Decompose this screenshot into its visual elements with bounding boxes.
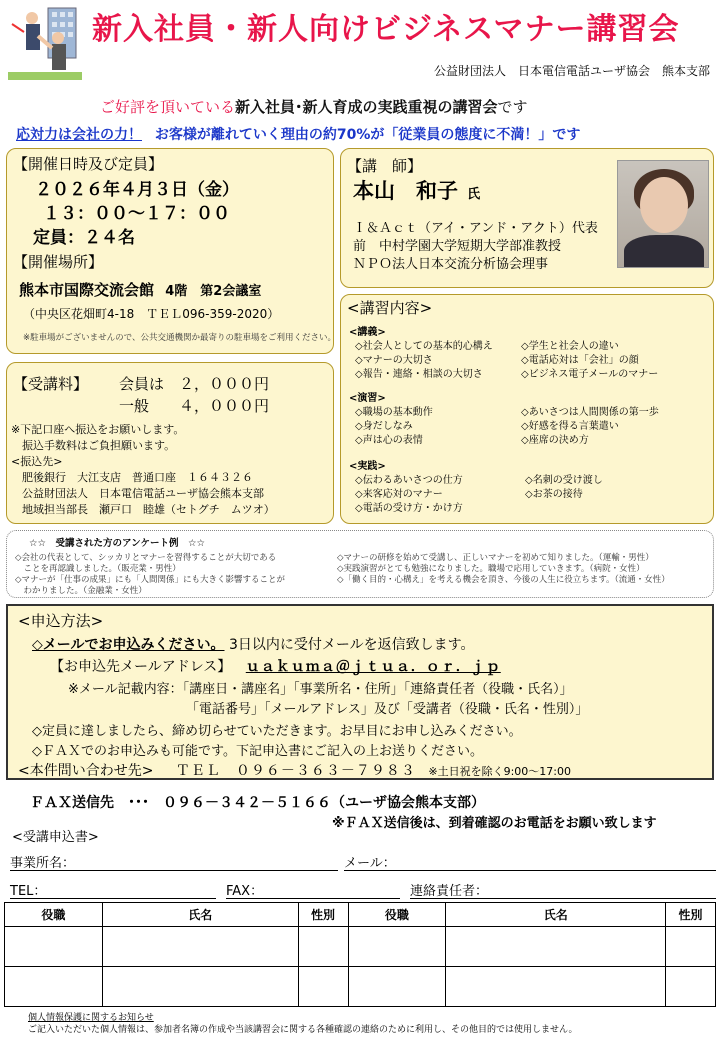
instructor-line-1: Ｉ＆Ａｃｔ（アイ・アンド・アクト）代表	[353, 221, 598, 236]
survey-right-2: ◇実践演習がとても勉強になりました。職場で応用していきます。（病院・女性）	[337, 564, 645, 574]
table-cell[interactable]	[666, 927, 716, 967]
apply-note-2: ◇ＦＡＸでのお申込みも可能です。下記申込書にご記入の上お送りください。	[32, 744, 483, 759]
organization-name: 公益財団法人 日本電信電話ユーザ協会 熊本支部	[433, 64, 710, 78]
venue-heading: 【開催場所】	[13, 253, 104, 271]
drill-left-3: ◇声は心の表情	[355, 435, 423, 446]
inquiry-row	[18, 760, 571, 780]
apply-by-email: ◇メールでお申込みください。	[32, 637, 225, 653]
lecture-right-1: ◇学生と社会人の違い	[521, 341, 619, 352]
table-row	[5, 967, 716, 1007]
slogan	[16, 124, 580, 144]
table-cell[interactable]	[348, 967, 446, 1007]
col-name-2: 氏名	[446, 903, 666, 927]
company-field[interactable]	[10, 870, 338, 871]
lecture-right-2: ◇電話応対は「会社」の顔	[521, 355, 639, 366]
tagline-red-1: ご好評を頂いている	[100, 98, 236, 116]
survey-left-4: わかりました。（金融業・女性）	[15, 586, 147, 596]
drill-left-1: ◇職場の基本動作	[355, 407, 433, 418]
instructor-name: 本山 和子	[353, 179, 458, 203]
lecture-label: <講義>	[349, 327, 386, 338]
table-cell[interactable]	[102, 927, 298, 967]
survey-right-1: ◇マナーの研修を始めて受講し、正しいマナーを初めて知りました。（運輸・男性）	[337, 553, 654, 563]
fee-note-6: 地域担当部長 瀬戸口 睦雄（セトグチ ムツオ）	[11, 503, 275, 516]
tagline-red-2: です	[497, 98, 528, 116]
table-cell[interactable]	[102, 967, 298, 1007]
fax-to: ＦＡＸ送信先 ･･･ ０９６－３４２－５１６６（ユーザ協会熊本支部）	[30, 795, 485, 811]
content-heading: <講習内容>	[347, 299, 433, 317]
drill-left-2: ◇身だしなみ	[355, 421, 413, 432]
content-box	[340, 294, 714, 524]
schedule-heading: 【開催日時及び定員】	[13, 155, 164, 173]
table-cell[interactable]	[446, 967, 666, 1007]
mail-content-2: 「電話番号」「メールアドレス」及び「受講者（役職・氏名・性別）」	[186, 702, 589, 717]
slogan-part-2: お客様が離れていく理由の約70%が「従業員の態度に不満！」です	[154, 127, 581, 143]
fax-label: FAX：	[226, 884, 264, 899]
instructor-line-3: ＮＰＯ法人日本交流分析協会理事	[353, 257, 549, 272]
instructor-photo	[617, 160, 709, 268]
fee-general: 一般 ４，０００円	[119, 397, 270, 415]
lecture-left-1: ◇社会人としての基本的心構え	[355, 341, 493, 352]
drill-right-1: ◇あいさつは人間関係の第一歩	[521, 407, 659, 418]
table-row	[5, 927, 716, 967]
tagline-bold: 新入社員･新人育成の実践重視の講習会	[235, 98, 498, 116]
lecture-right-3: ◇ビジネス電子メールのマナー	[521, 369, 659, 380]
fee-note-3: <振込先>	[11, 455, 63, 468]
inquiry-tel: ＴＥＬ ０９６－３６３－７９８３	[175, 763, 416, 779]
fee-heading: 【受講料】	[13, 375, 89, 393]
schedule-box	[6, 148, 334, 354]
practice-left-3: ◇電話の受け方・かけ方	[355, 503, 463, 514]
table-cell[interactable]	[666, 967, 716, 1007]
company-label: 事業所名：	[10, 856, 76, 871]
fax-field[interactable]	[226, 898, 400, 899]
instructor-name-row	[353, 175, 480, 205]
inquiry-label: <本件問い合わせ先>	[18, 763, 154, 779]
instructor-line-2: 前 中村学園大学短期大学部准教授	[353, 239, 562, 254]
contact-field[interactable]	[410, 898, 716, 899]
lecture-left-3: ◇報告・連絡・相談の大切さ	[355, 369, 483, 380]
apply-note-1: ◇定員に達しましたら、締め切らせていただきます。お早目にお申し込みください。	[32, 724, 522, 739]
apply-reply-note: 3日以内に受付メールを返信致します。	[228, 637, 475, 653]
mail-content-1: ※メール記載内容：「講座日・講座名」「事業所名・住所」「連絡責任者（役職・氏名）」	[68, 682, 573, 697]
table-cell[interactable]	[298, 927, 348, 967]
table-cell[interactable]	[298, 967, 348, 1007]
fee-note-1: ※下記口座へ振込をお願いします。	[11, 423, 185, 436]
parking-note: ※駐車場がございませんので、公共交通機関か最寄りの駐車場をご利用ください。	[23, 333, 336, 343]
attendee-table	[4, 902, 716, 1007]
practice-left-2: ◇来客応対のマナー	[355, 489, 443, 500]
fee-note-2: 振込手数料はご負担願います。	[11, 439, 176, 452]
practice-right-2: ◇お茶の接待	[525, 489, 583, 500]
instructor-honorific: 氏	[467, 187, 481, 202]
practice-right-1: ◇名刺の受け渡し	[525, 475, 603, 486]
table-cell[interactable]	[5, 927, 103, 967]
lecture-left-2: ◇マナーの大切さ	[355, 355, 433, 366]
apply-heading: <申込方法>	[18, 612, 104, 630]
practice-label: <実践>	[349, 461, 386, 472]
col-gender-2: 性別	[666, 903, 716, 927]
email-label: 【お申込先メールアドレス】	[50, 659, 232, 675]
venue	[19, 279, 261, 300]
mail-field[interactable]	[344, 870, 716, 871]
survey-left-1: ◇会社の代表として、シッカリとマナーを習得することが大切である	[15, 553, 277, 563]
col-gender-1: 性別	[298, 903, 348, 927]
fee-box	[6, 362, 334, 524]
tel-field[interactable]	[10, 898, 216, 899]
privacy-heading: 個人情報保護に関するお知らせ	[28, 1013, 154, 1023]
page-title: 新入社員・新人向けビジネスマナー講習会	[92, 12, 680, 47]
privacy-text: ご記入いただいた個人情報は、参加者名簿の作成や当該講習会に関する各種確認の連絡のために利用し、その他目的では使用しません。	[28, 1025, 578, 1035]
survey-right-3: ◇「働く目的・心構え」を考える機会を頂き、今後の人生に役立ちます。（流通・女性）	[337, 575, 670, 585]
inquiry-hours: ※土日祝を除く9:00～17:00	[428, 765, 571, 778]
table-cell[interactable]	[5, 967, 103, 1007]
survey-left-2: ことを再認識しました。（販売業・男性）	[15, 564, 181, 574]
drill-right-2: ◇好感を得る言葉遣い	[521, 421, 619, 432]
col-position-2: 役職	[348, 903, 446, 927]
fee-note-5: 公益財団法人 日本電信電話ユーザ協会熊本支部	[11, 487, 264, 500]
drill-right-3: ◇座席の決め方	[521, 435, 589, 446]
drill-label: <演習>	[349, 393, 386, 404]
instructor-heading: 【講 師】	[347, 157, 423, 175]
col-position-1: 役職	[5, 903, 103, 927]
practice-left-1: ◇伝わるあいさつの仕方	[355, 475, 463, 486]
capacity: 定員：２４名	[33, 228, 135, 248]
mail-label: メール：	[344, 856, 396, 871]
apply-line-1	[32, 634, 474, 654]
form-title: <受講申込書>	[12, 830, 99, 845]
email-address[interactable]: ｕａｋｕｍａ＠ｊｔｕａ．ｏｒ．ｊｐ	[245, 659, 501, 675]
slogan-part-1: 応対力は会社の力！	[16, 127, 142, 143]
fax-after-note: ※ＦＡＸ送信後は、到着確認のお電話をお願い致します	[332, 816, 657, 831]
event-time: １３：００～１７：００	[43, 204, 230, 224]
survey-heading: ☆☆ 受講された方のアンケート例 ☆☆	[29, 538, 205, 549]
contact-label: 連絡責任者：	[410, 884, 489, 899]
tel-label: TEL：	[10, 884, 47, 899]
email-row	[50, 656, 501, 676]
venue-name: 熊本市国際交流会館	[19, 281, 155, 299]
venue-room: 4階 第2会議室	[165, 284, 262, 299]
col-name-1: 氏名	[102, 903, 298, 927]
venue-address: （中央区花畑町4-18 ＴＥＬ096-359-2020）	[23, 307, 280, 321]
tagline	[100, 96, 528, 117]
survey-box	[6, 530, 714, 598]
fee-note-4: 肥後銀行 大江支店 普通口座 １６４３２６	[11, 471, 253, 484]
survey-left-3: ◇マナーが「仕事の成果」にも「人間関係」にも大きく影響することが	[15, 575, 286, 585]
event-date: ２０２６年４月３日（金）	[35, 180, 239, 200]
table-cell[interactable]	[348, 927, 446, 967]
table-header-row	[5, 903, 716, 927]
table-cell[interactable]	[446, 927, 666, 967]
handshake-building-illustration	[4, 2, 86, 84]
fee-member: 会員は ２，０００円	[119, 375, 270, 393]
apply-box	[6, 604, 714, 780]
